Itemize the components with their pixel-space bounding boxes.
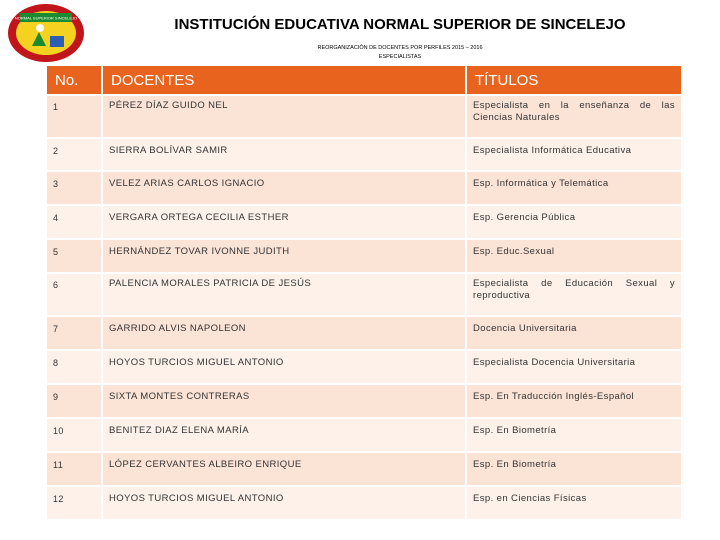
row-docente: BENITEZ DIAZ ELENA MARÍA [103, 419, 467, 451]
row-docente: VELEZ ARIAS CARLOS IGNACIO [103, 172, 467, 204]
logo-banner-text: NORMAL SUPERIOR SINCELEJO [14, 15, 78, 21]
table-row [47, 351, 681, 383]
table-row [47, 419, 681, 451]
column-header-titulos: TÍTULOS [467, 66, 681, 94]
table-header-row [47, 66, 681, 94]
row-titulo: Especialista Docencia Universitaria [467, 351, 681, 383]
row-titulo: Especialista de Educación Sexual y reproductiva [467, 274, 681, 315]
table-row [47, 206, 681, 238]
table-row [47, 385, 681, 417]
row-docente: PÉREZ DÍAZ GUIDO NEL [103, 96, 467, 137]
row-number: 6 [47, 274, 103, 315]
row-number: 9 [47, 385, 103, 417]
column-header-no: No. [47, 66, 103, 94]
row-titulo: Esp. En Traducción Inglés-Español [467, 385, 681, 417]
row-number: 3 [47, 172, 103, 204]
row-number: 12 [47, 487, 103, 519]
table-row [47, 139, 681, 170]
row-number: 7 [47, 317, 103, 349]
page-subtitle [200, 44, 600, 62]
docentes-table [47, 64, 681, 521]
school-logo [6, 2, 86, 64]
table-row [47, 453, 681, 485]
subtitle-line-2: ESPECIALISTAS [378, 54, 422, 60]
row-number: 8 [47, 351, 103, 383]
row-number: 4 [47, 206, 103, 238]
row-titulo: Especialista Informática Educativa [467, 139, 681, 170]
table-row [47, 96, 681, 137]
row-titulo: Esp. En Biometría [467, 453, 681, 485]
row-titulo: Docencia Universitaria [467, 317, 681, 349]
table-row [47, 317, 681, 349]
row-docente: HOYOS TURCIOS MIGUEL ANTONIO [103, 487, 467, 519]
row-docente: SIXTA MONTES CONTRERAS [103, 385, 467, 417]
logo-sun [36, 24, 44, 32]
row-titulo: Especialista en la enseñanza de las Ciencias Naturales [467, 96, 681, 137]
row-docente: HOYOS TURCIOS MIGUEL ANTONIO [103, 351, 467, 383]
subtitle-line-1: REORGANIZACIÓN DE DOCENTES POR PERFILES 2015 – 2016 [317, 45, 483, 51]
row-number: 10 [47, 419, 103, 451]
row-titulo: Esp. Gerencia Pública [467, 206, 681, 238]
row-titulo: Esp. Informática y Telemática [467, 172, 681, 204]
row-docente: GARRIDO ALVIS NAPOLEON [103, 317, 467, 349]
row-number: 2 [47, 139, 103, 170]
logo-book [50, 36, 64, 47]
row-number: 5 [47, 240, 103, 272]
row-docente: LÓPEZ CERVANTES ALBEIRO ENRIQUE [103, 453, 467, 485]
row-titulo: Esp. En Biometría [467, 419, 681, 451]
row-number: 1 [47, 96, 103, 137]
row-titulo: Esp. Educ.Sexual [467, 240, 681, 272]
row-docente: VERGARA ORTEGA CECILIA ESTHER [103, 206, 467, 238]
table-row [47, 240, 681, 272]
row-docente: SIERRA BOLÍVAR SAMIR [103, 139, 467, 170]
row-number: 11 [47, 453, 103, 485]
row-docente: PALENCIA MORALES PATRICIA DE JESÚS [103, 274, 467, 315]
page-title: INSTITUCIÓN EDUCATIVA NORMAL SUPERIOR DE SINCELEJO [174, 16, 626, 33]
table-row [47, 274, 681, 315]
table-row [47, 487, 681, 519]
row-titulo: Esp. en Ciencias Físicas [467, 487, 681, 519]
column-header-docentes: DOCENTES [103, 66, 467, 94]
table-row [47, 172, 681, 204]
row-docente: HERNÁNDEZ TOVAR IVONNE JUDITH [103, 240, 467, 272]
